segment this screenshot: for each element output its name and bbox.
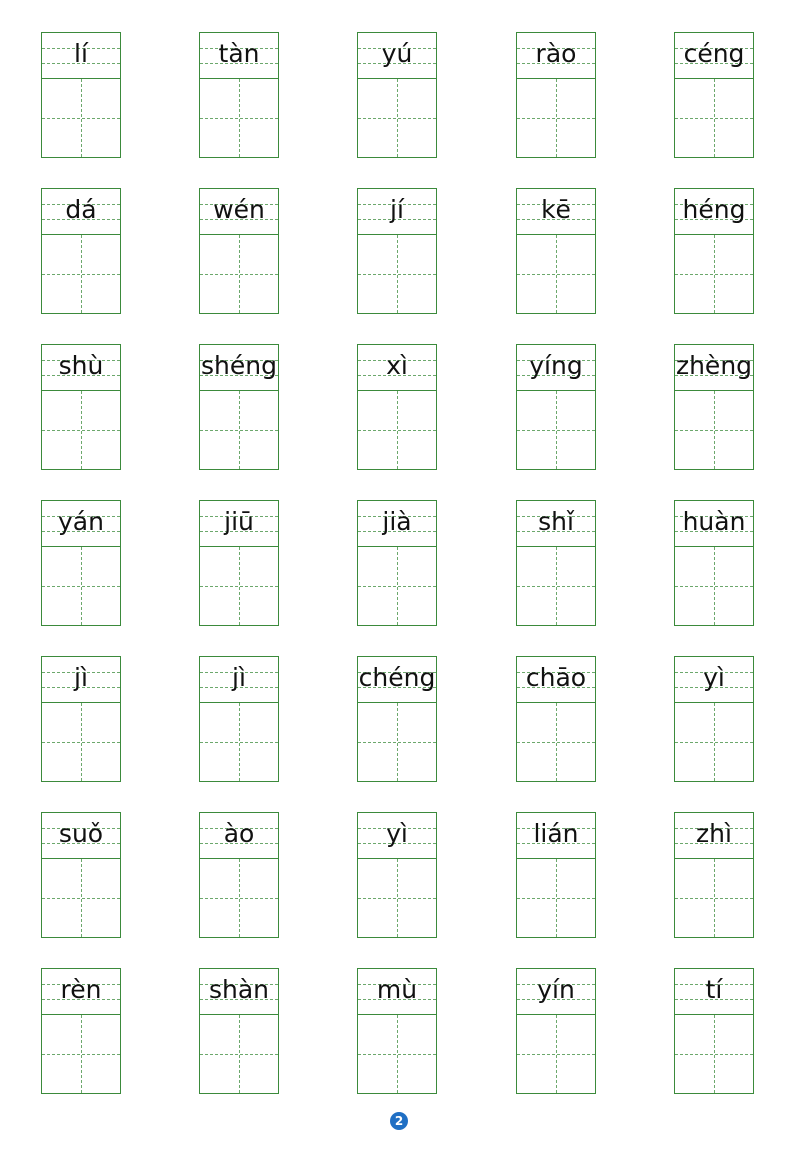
pinyin-band: [42, 345, 120, 391]
writing-cell: [516, 188, 596, 314]
writing-cell: [516, 656, 596, 782]
pinyin-label: chéng: [358, 663, 436, 692]
pinyin-label: mù: [376, 975, 418, 1004]
writing-cell: [357, 500, 437, 626]
center-guide-horizontal: [675, 430, 753, 431]
pinyin-band: [675, 657, 753, 703]
center-guide-horizontal: [675, 1054, 753, 1055]
pinyin-label: jí: [390, 195, 404, 224]
pinyin-band: [42, 813, 120, 859]
writing-cell: [41, 32, 121, 158]
writing-cell: [199, 188, 279, 314]
pinyin-band: [517, 345, 595, 391]
pinyin-band: [675, 33, 753, 79]
pinyin-band: [42, 501, 120, 547]
center-guide-horizontal: [200, 1054, 278, 1055]
character-writing-box[interactable]: [675, 1015, 753, 1093]
pinyin-label: yán: [58, 507, 104, 536]
writing-cell: [674, 968, 754, 1094]
pinyin-label: yú: [381, 39, 413, 68]
pinyin-label: huàn: [682, 507, 746, 536]
pinyin-band: [358, 501, 436, 547]
pinyin-label: wén: [213, 195, 265, 224]
pinyin-band: [42, 33, 120, 79]
pinyin-band: [42, 657, 120, 703]
center-guide-horizontal: [358, 586, 436, 587]
pinyin-band: [517, 657, 595, 703]
pinyin-label: chāo: [525, 663, 587, 692]
character-writing-box[interactable]: [358, 391, 436, 469]
center-guide-horizontal: [200, 430, 278, 431]
pinyin-label: tàn: [218, 39, 260, 68]
center-guide-horizontal: [517, 430, 595, 431]
character-writing-box[interactable]: [358, 235, 436, 313]
writing-cell: [516, 344, 596, 470]
writing-cell: [516, 968, 596, 1094]
character-writing-box[interactable]: [517, 79, 595, 157]
center-guide-horizontal: [517, 274, 595, 275]
pinyin-band: [200, 657, 278, 703]
character-writing-box[interactable]: [200, 547, 278, 625]
character-writing-box[interactable]: [358, 703, 436, 781]
pinyin-label: zhì: [696, 819, 732, 848]
center-guide-horizontal: [42, 274, 120, 275]
character-writing-box[interactable]: [517, 703, 595, 781]
pinyin-band: [358, 189, 436, 235]
writing-cell: [357, 812, 437, 938]
center-guide-horizontal: [42, 586, 120, 587]
page-number-badge: 2: [390, 1112, 408, 1130]
character-writing-box[interactable]: [675, 859, 753, 937]
writing-cell: [357, 344, 437, 470]
pinyin-band: [200, 189, 278, 235]
pinyin-band: [675, 345, 753, 391]
character-writing-box[interactable]: [358, 1015, 436, 1093]
character-writing-box[interactable]: [42, 547, 120, 625]
center-guide-horizontal: [517, 586, 595, 587]
writing-cell: [674, 188, 754, 314]
pinyin-band: [200, 813, 278, 859]
pinyin-label: zhèng: [675, 351, 753, 380]
pinyin-band: [517, 33, 595, 79]
writing-cell: [357, 968, 437, 1094]
character-writing-box[interactable]: [200, 391, 278, 469]
writing-cell: [516, 500, 596, 626]
center-guide-horizontal: [358, 274, 436, 275]
character-writing-box[interactable]: [675, 79, 753, 157]
center-guide-horizontal: [200, 274, 278, 275]
pinyin-label: jì: [232, 663, 246, 692]
center-guide-horizontal: [675, 742, 753, 743]
writing-cell: [674, 812, 754, 938]
pinyin-band: [517, 813, 595, 859]
writing-cell: [41, 968, 121, 1094]
writing-cell: [674, 500, 754, 626]
center-guide-horizontal: [517, 742, 595, 743]
writing-cell: [41, 656, 121, 782]
center-guide-horizontal: [200, 898, 278, 899]
center-guide-horizontal: [358, 430, 436, 431]
center-guide-horizontal: [675, 118, 753, 119]
character-writing-box[interactable]: [42, 703, 120, 781]
character-writing-box[interactable]: [517, 235, 595, 313]
center-guide-horizontal: [200, 586, 278, 587]
writing-cell: [199, 344, 279, 470]
center-guide-horizontal: [358, 742, 436, 743]
pinyin-band: [200, 969, 278, 1015]
writing-cell: [199, 812, 279, 938]
character-writing-box[interactable]: [42, 859, 120, 937]
pinyin-label: rào: [535, 39, 577, 68]
writing-cell: [357, 656, 437, 782]
character-writing-box[interactable]: [517, 547, 595, 625]
pinyin-label: yì: [386, 819, 408, 848]
character-writing-box[interactable]: [200, 703, 278, 781]
writing-cell: [357, 32, 437, 158]
pinyin-label: jì: [74, 663, 88, 692]
pinyin-label: jià: [382, 507, 412, 536]
character-writing-box[interactable]: [675, 547, 753, 625]
pinyin-label: shàn: [208, 975, 270, 1004]
writing-cell: [516, 812, 596, 938]
writing-cell: [674, 32, 754, 158]
pinyin-band: [200, 33, 278, 79]
writing-cell: [199, 500, 279, 626]
pinyin-band: [675, 501, 753, 547]
pinyin-label: lí: [74, 39, 88, 68]
pinyin-label: yíng: [529, 351, 583, 380]
character-writing-box[interactable]: [675, 703, 753, 781]
character-writing-box[interactable]: [517, 391, 595, 469]
pinyin-label: jiū: [224, 507, 254, 536]
writing-cell: [199, 656, 279, 782]
pinyin-label: tí: [705, 975, 723, 1004]
pinyin-band: [358, 33, 436, 79]
pinyin-band: [517, 189, 595, 235]
pinyin-band: [517, 501, 595, 547]
character-writing-box[interactable]: [517, 859, 595, 937]
character-writing-box[interactable]: [200, 79, 278, 157]
center-guide-horizontal: [358, 1054, 436, 1055]
center-guide-horizontal: [358, 898, 436, 899]
center-guide-horizontal: [517, 118, 595, 119]
center-guide-horizontal: [675, 586, 753, 587]
pinyin-label: héng: [682, 195, 746, 224]
character-writing-box[interactable]: [42, 235, 120, 313]
pinyin-band: [358, 345, 436, 391]
writing-cell: [516, 32, 596, 158]
pinyin-label: dá: [65, 195, 97, 224]
pinyin-label: xì: [386, 351, 408, 380]
character-writing-box[interactable]: [675, 391, 753, 469]
character-writing-box[interactable]: [517, 1015, 595, 1093]
character-writing-box[interactable]: [200, 1015, 278, 1093]
character-writing-box[interactable]: [675, 235, 753, 313]
pinyin-label: ào: [223, 819, 255, 848]
pinyin-label: shéng: [201, 351, 277, 380]
character-writing-box[interactable]: [200, 235, 278, 313]
center-guide-horizontal: [517, 1054, 595, 1055]
pinyin-label: shǐ: [538, 507, 574, 536]
writing-cell: [41, 188, 121, 314]
pinyin-band: [200, 345, 278, 391]
pinyin-label: lián: [533, 819, 579, 848]
pinyin-band: [675, 813, 753, 859]
pinyin-band: [200, 501, 278, 547]
character-writing-box[interactable]: [358, 859, 436, 937]
center-guide-horizontal: [675, 898, 753, 899]
center-guide-horizontal: [200, 118, 278, 119]
center-guide-horizontal: [200, 742, 278, 743]
pinyin-label: yín: [537, 975, 575, 1004]
pinyin-band: [358, 657, 436, 703]
center-guide-horizontal: [42, 1054, 120, 1055]
writing-cell: [357, 188, 437, 314]
center-guide-horizontal: [42, 118, 120, 119]
center-guide-horizontal: [42, 742, 120, 743]
character-writing-box[interactable]: [42, 1015, 120, 1093]
center-guide-horizontal: [358, 118, 436, 119]
pinyin-label: rèn: [60, 975, 102, 1004]
pinyin-label: yì: [703, 663, 725, 692]
center-guide-horizontal: [42, 898, 120, 899]
center-guide-horizontal: [517, 898, 595, 899]
center-guide-horizontal: [42, 430, 120, 431]
writing-cell: [674, 344, 754, 470]
character-writing-box[interactable]: [200, 859, 278, 937]
center-guide-horizontal: [675, 274, 753, 275]
writing-cell: [674, 656, 754, 782]
writing-cell: [41, 344, 121, 470]
character-writing-box[interactable]: [42, 391, 120, 469]
pinyin-band: [358, 813, 436, 859]
pinyin-label: shù: [58, 351, 104, 380]
character-writing-box[interactable]: [42, 79, 120, 157]
character-writing-box[interactable]: [358, 547, 436, 625]
pinyin-band: [42, 969, 120, 1015]
writing-cell: [41, 812, 121, 938]
pinyin-band: [42, 189, 120, 235]
pinyin-label: suǒ: [58, 819, 104, 848]
writing-cell: [41, 500, 121, 626]
character-writing-box[interactable]: [358, 79, 436, 157]
writing-cell: [199, 32, 279, 158]
pinyin-band: [358, 969, 436, 1015]
pinyin-band: [517, 969, 595, 1015]
writing-cell: [199, 968, 279, 1094]
pinyin-band: [675, 969, 753, 1015]
pinyin-band: [675, 189, 753, 235]
pinyin-label: céng: [683, 39, 745, 68]
pinyin-label: kē: [541, 195, 571, 224]
